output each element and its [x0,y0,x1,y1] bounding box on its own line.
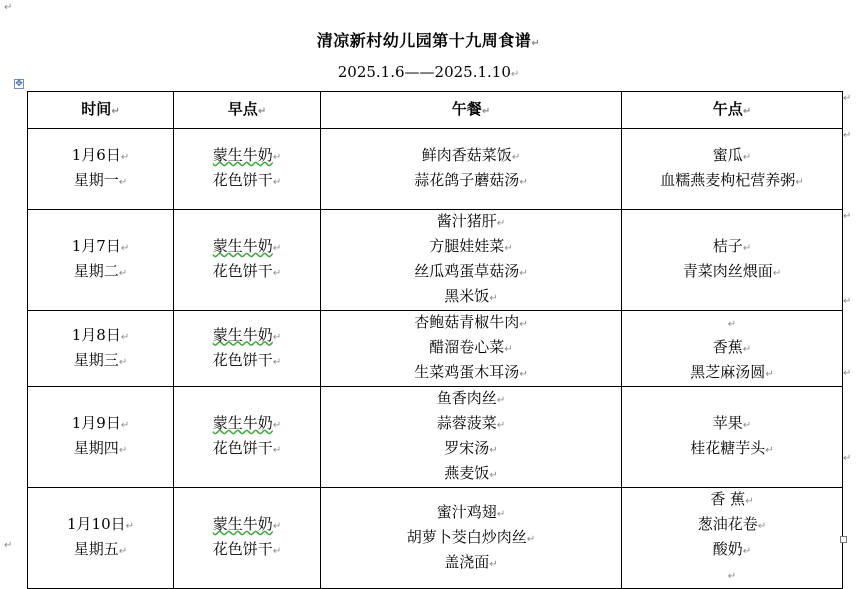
snack-item-text: 蜜瓜 [712,146,743,164]
snack-item-text: 苹果 [712,414,743,432]
paragraph-mark: ↵ [272,420,282,431]
paragraph-mark: ↵ [742,152,752,163]
paragraph-mark: ↵ [742,243,752,254]
paragraph-mark: ↵ [795,177,804,188]
snack-item-text: 香 蕉 [710,490,746,508]
header-label [28,98,173,123]
breakfast-cell [174,488,321,589]
weekday [28,349,173,374]
paragraph-mark: ↵ [519,268,528,279]
page-title: 清凉新村幼儿园第十九周食谱↵ [316,31,541,50]
breakfast-item-text: 蒙生牛奶 [212,414,273,432]
breakfast-cell [174,210,321,311]
paragraph-mark: ↵ [272,331,282,343]
paragraph-mark: ↵ [272,356,282,368]
date [28,513,173,538]
lunch-item [321,235,621,260]
header-label-text: 午点 [712,99,743,118]
header-label [174,98,320,123]
snack-cell [622,129,843,210]
paragraph-mark: ↵ [496,508,506,520]
lunch-item [321,361,621,386]
snack-item [622,260,842,285]
header-label-text: 时间 [81,99,112,118]
paragraph-mark: ↵ [481,105,491,117]
snack-header [622,92,843,129]
breakfast-item [174,412,320,437]
breakfast-item-text: 花色饼干 [212,171,273,189]
date-cell [28,387,174,488]
date-cell [28,210,174,311]
snack-item [622,336,842,361]
date-text: 1月6日 [71,146,121,164]
snack-item [622,235,842,260]
breakfast-item [174,260,320,285]
snack-item [622,437,842,462]
table-resize-handle[interactable] [840,536,847,543]
paragraph-mark: ↵ [526,533,536,545]
paragraph-mark: ↵ [742,420,752,431]
paragraph-mark: ↵ [496,218,506,229]
snack-cell [622,210,843,311]
lunch-item-text: 黑米饭 [444,287,490,305]
time-header [28,92,174,129]
breakfast-cell [174,129,321,210]
date [28,412,173,437]
paragraph-mark: ↵ [118,177,128,188]
snack-cell [622,387,843,488]
snack-cell [622,311,843,387]
paragraph-mark: ↵ [120,420,130,431]
lunch-item [321,501,621,526]
lunch-item [321,462,621,487]
lunch-cell [321,488,622,589]
paragraph-mark: ↵ [489,558,498,570]
header-label-text: 早点 [227,99,258,118]
paragraph-mark: ↵ [510,69,520,80]
breakfast-item [174,324,320,349]
breakfast-cell [174,387,321,488]
breakfast-item [174,144,320,169]
paragraph-mark: ↵ [519,369,528,380]
lunch-item-text: 蒜花鸽子蘑菇汤 [414,171,520,189]
header-label [321,98,621,123]
date [28,324,173,349]
menu-table [27,91,843,589]
lunch-cell [321,311,622,387]
weekday [28,169,173,194]
paragraph-mark: ↵ [504,344,513,355]
breakfast-item [174,349,320,374]
lunch-item-text: 罗宋汤 [444,439,490,457]
breakfast-cell [174,311,321,387]
row-end-mark: ↵ [843,211,852,222]
lunch-item-text: 燕麦饭 [444,464,490,482]
snack-item [622,311,842,336]
header-label-text: 午餐 [451,99,482,118]
breakfast-item-text: 花色饼干 [212,350,273,369]
lunch-item [321,285,621,310]
weekday [28,260,173,285]
lunch-item [321,169,621,194]
lunch-item-text: 盖浇面 [444,552,490,571]
weekday-text: 星期五 [73,540,119,558]
paragraph-mark: ↵ [531,38,541,49]
lunch-header [321,92,622,129]
table-row [28,210,843,311]
lunch-item-text: 鲜肉香菇菜饭 [421,146,512,164]
snack-item-text: 黑芝麻汤圆 [690,363,766,381]
lunch-item [321,336,621,361]
snack-item-text: 青菜肉丝煨面 [682,262,773,280]
paragraph-mark: ↵ [120,331,130,343]
date-cell [28,488,174,589]
paragraph-mark: ↵ [272,152,282,163]
paragraph-mark: ↵ [742,105,752,117]
paragraph-mark: ↵ [511,152,521,163]
lunch-item-text: 蜜汁鸡翅 [436,502,497,521]
breakfast-item [174,169,320,194]
breakfast-item-text: 蒙生牛奶 [212,325,273,344]
paragraph-mark: ↵ [765,369,774,380]
snack-item [622,169,842,194]
paragraph-mark: ↵ [742,344,752,355]
snack-item-text: 酸奶 [712,540,743,558]
breakfast-item-text: 蒙生牛奶 [212,146,273,164]
date-text: 1月10日 [66,515,126,533]
breakfast-item [174,538,320,563]
paragraph-mark: ↵ [745,496,754,507]
snack-item-text: 桔子 [712,237,743,255]
lunch-item-text: 丝瓜鸡蛋草菇汤 [414,262,520,280]
lunch-item [321,526,621,551]
row-end-mark: ↵ [843,453,852,464]
breakfast-item-text: 花色饼干 [212,540,273,558]
paragraph-mark: ↵ [272,243,282,254]
lunch-item-text: 杏鲍菇青椒牛肉 [414,313,520,331]
weekday-text: 星期二 [73,262,119,280]
paragraph-mark: ↵ [111,105,120,117]
paragraph-mark: ↵ [125,521,135,532]
paragraph-mark: ↵ [120,152,130,163]
date-text: 1月9日 [71,414,121,432]
paragraph-mark: ↵ [272,268,282,279]
paragraph-mark: ↵ [496,420,506,431]
snack-item-text: 葱油花卷 [697,515,758,533]
paragraph-mark: ↵ [727,319,737,330]
paragraph-mark: ↵ [118,356,128,368]
breakfast-item-text: 蒙生牛奶 [212,515,273,533]
paragraph-mark: ↵ [272,445,282,456]
row-end-mark: ↵ [843,93,852,104]
snack-item [622,563,842,588]
paragraph-mark: ↵ [4,2,13,13]
date-text: 1月7日 [71,237,121,255]
paragraph-mark: ↵ [120,243,130,254]
lunch-item-text: 鱼香肉丝 [436,389,497,407]
weekday-text: 星期三 [73,350,119,369]
paragraph-mark: ↵ [272,546,282,557]
table-row [28,387,843,488]
snack-item [622,412,842,437]
lunch-cell [321,387,622,488]
lunch-cell [321,210,622,311]
snack-item-text: 香蕉 [712,338,743,356]
lunch-item [321,387,621,412]
paragraph-mark: ↵ [504,243,513,254]
weekday-text: 星期一 [73,171,119,189]
lunch-item [321,311,621,336]
weekday [28,538,173,563]
date [28,235,173,260]
breakfast-item-text: 花色饼干 [212,262,273,280]
snack-item [622,513,842,538]
paragraph-mark: ↵ [4,540,13,551]
lunch-item-text: 生菜鸡蛋木耳汤 [414,363,520,381]
paragraph-mark: ↵ [757,521,767,532]
row-end-mark: ↵ [843,296,852,307]
paragraph-mark: ↵ [272,521,282,532]
paragraph-mark: ↵ [118,268,128,279]
date-range: 2025.1.6——2025.1.10↵ [337,63,520,81]
paragraph-mark: ↵ [118,546,128,557]
lunch-item [321,210,621,235]
lunch-item [321,260,621,285]
lunch-item [321,551,621,576]
snack-cell [622,488,843,589]
row-end-mark: ↵ [843,130,852,141]
snack-item [622,488,842,513]
lunch-item-text: 胡萝卜茭白炒肉丝 [406,527,527,546]
paragraph-mark: ↵ [489,445,498,456]
paragraph-mark: ↵ [742,546,752,557]
paragraph-mark: ↵ [496,395,506,406]
snack-item [622,361,842,386]
paragraph-mark: ↵ [772,268,782,279]
date [28,144,173,169]
lunch-item-text: 方腿娃娃菜 [429,237,505,255]
table-row [28,311,843,387]
breakfast-item [174,437,320,462]
paragraph-mark: ↵ [118,445,128,456]
date-cell [28,129,174,210]
snack-item [622,144,842,169]
table-row [28,488,843,589]
breakfast-item-text: 花色饼干 [212,439,273,457]
breakfast-header [174,92,321,129]
paragraph-mark: ↵ [489,293,498,304]
date-cell [28,311,174,387]
weekday-text: 星期四 [73,439,119,457]
breakfast-item-text: 蒙生牛奶 [212,237,273,255]
paragraph-mark: ↵ [765,445,774,456]
header-row [28,92,843,129]
lunch-item-text: 酱汁猪肝 [436,212,497,230]
table-row [28,129,843,210]
breakfast-item [174,235,320,260]
header-label [622,98,842,123]
date-text: 1月8日 [71,325,121,344]
paragraph-mark: ↵ [272,177,282,188]
snack-item [622,538,842,563]
lunch-item [321,437,621,462]
snack-item-text: 桂花糖芋头 [690,439,766,457]
lunch-item-text: 醋溜卷心菜 [429,338,505,356]
paragraph-mark: ↵ [519,319,528,330]
lunch-item [321,144,621,169]
breakfast-item [174,513,320,538]
snack-item-text: 血糯燕麦枸杞营养粥 [660,171,796,189]
paragraph-mark: ↵ [519,177,528,188]
paragraph-mark: ↵ [727,571,737,582]
lunch-item [321,412,621,437]
lunch-cell [321,129,622,210]
weekday [28,437,173,462]
paragraph-mark: ↵ [257,105,267,117]
table-move-handle-icon[interactable]: ✥ [15,79,23,89]
lunch-item-text: 蒜蓉菠菜 [436,414,497,432]
paragraph-mark: ↵ [489,470,498,481]
row-end-mark: ↵ [843,368,852,379]
